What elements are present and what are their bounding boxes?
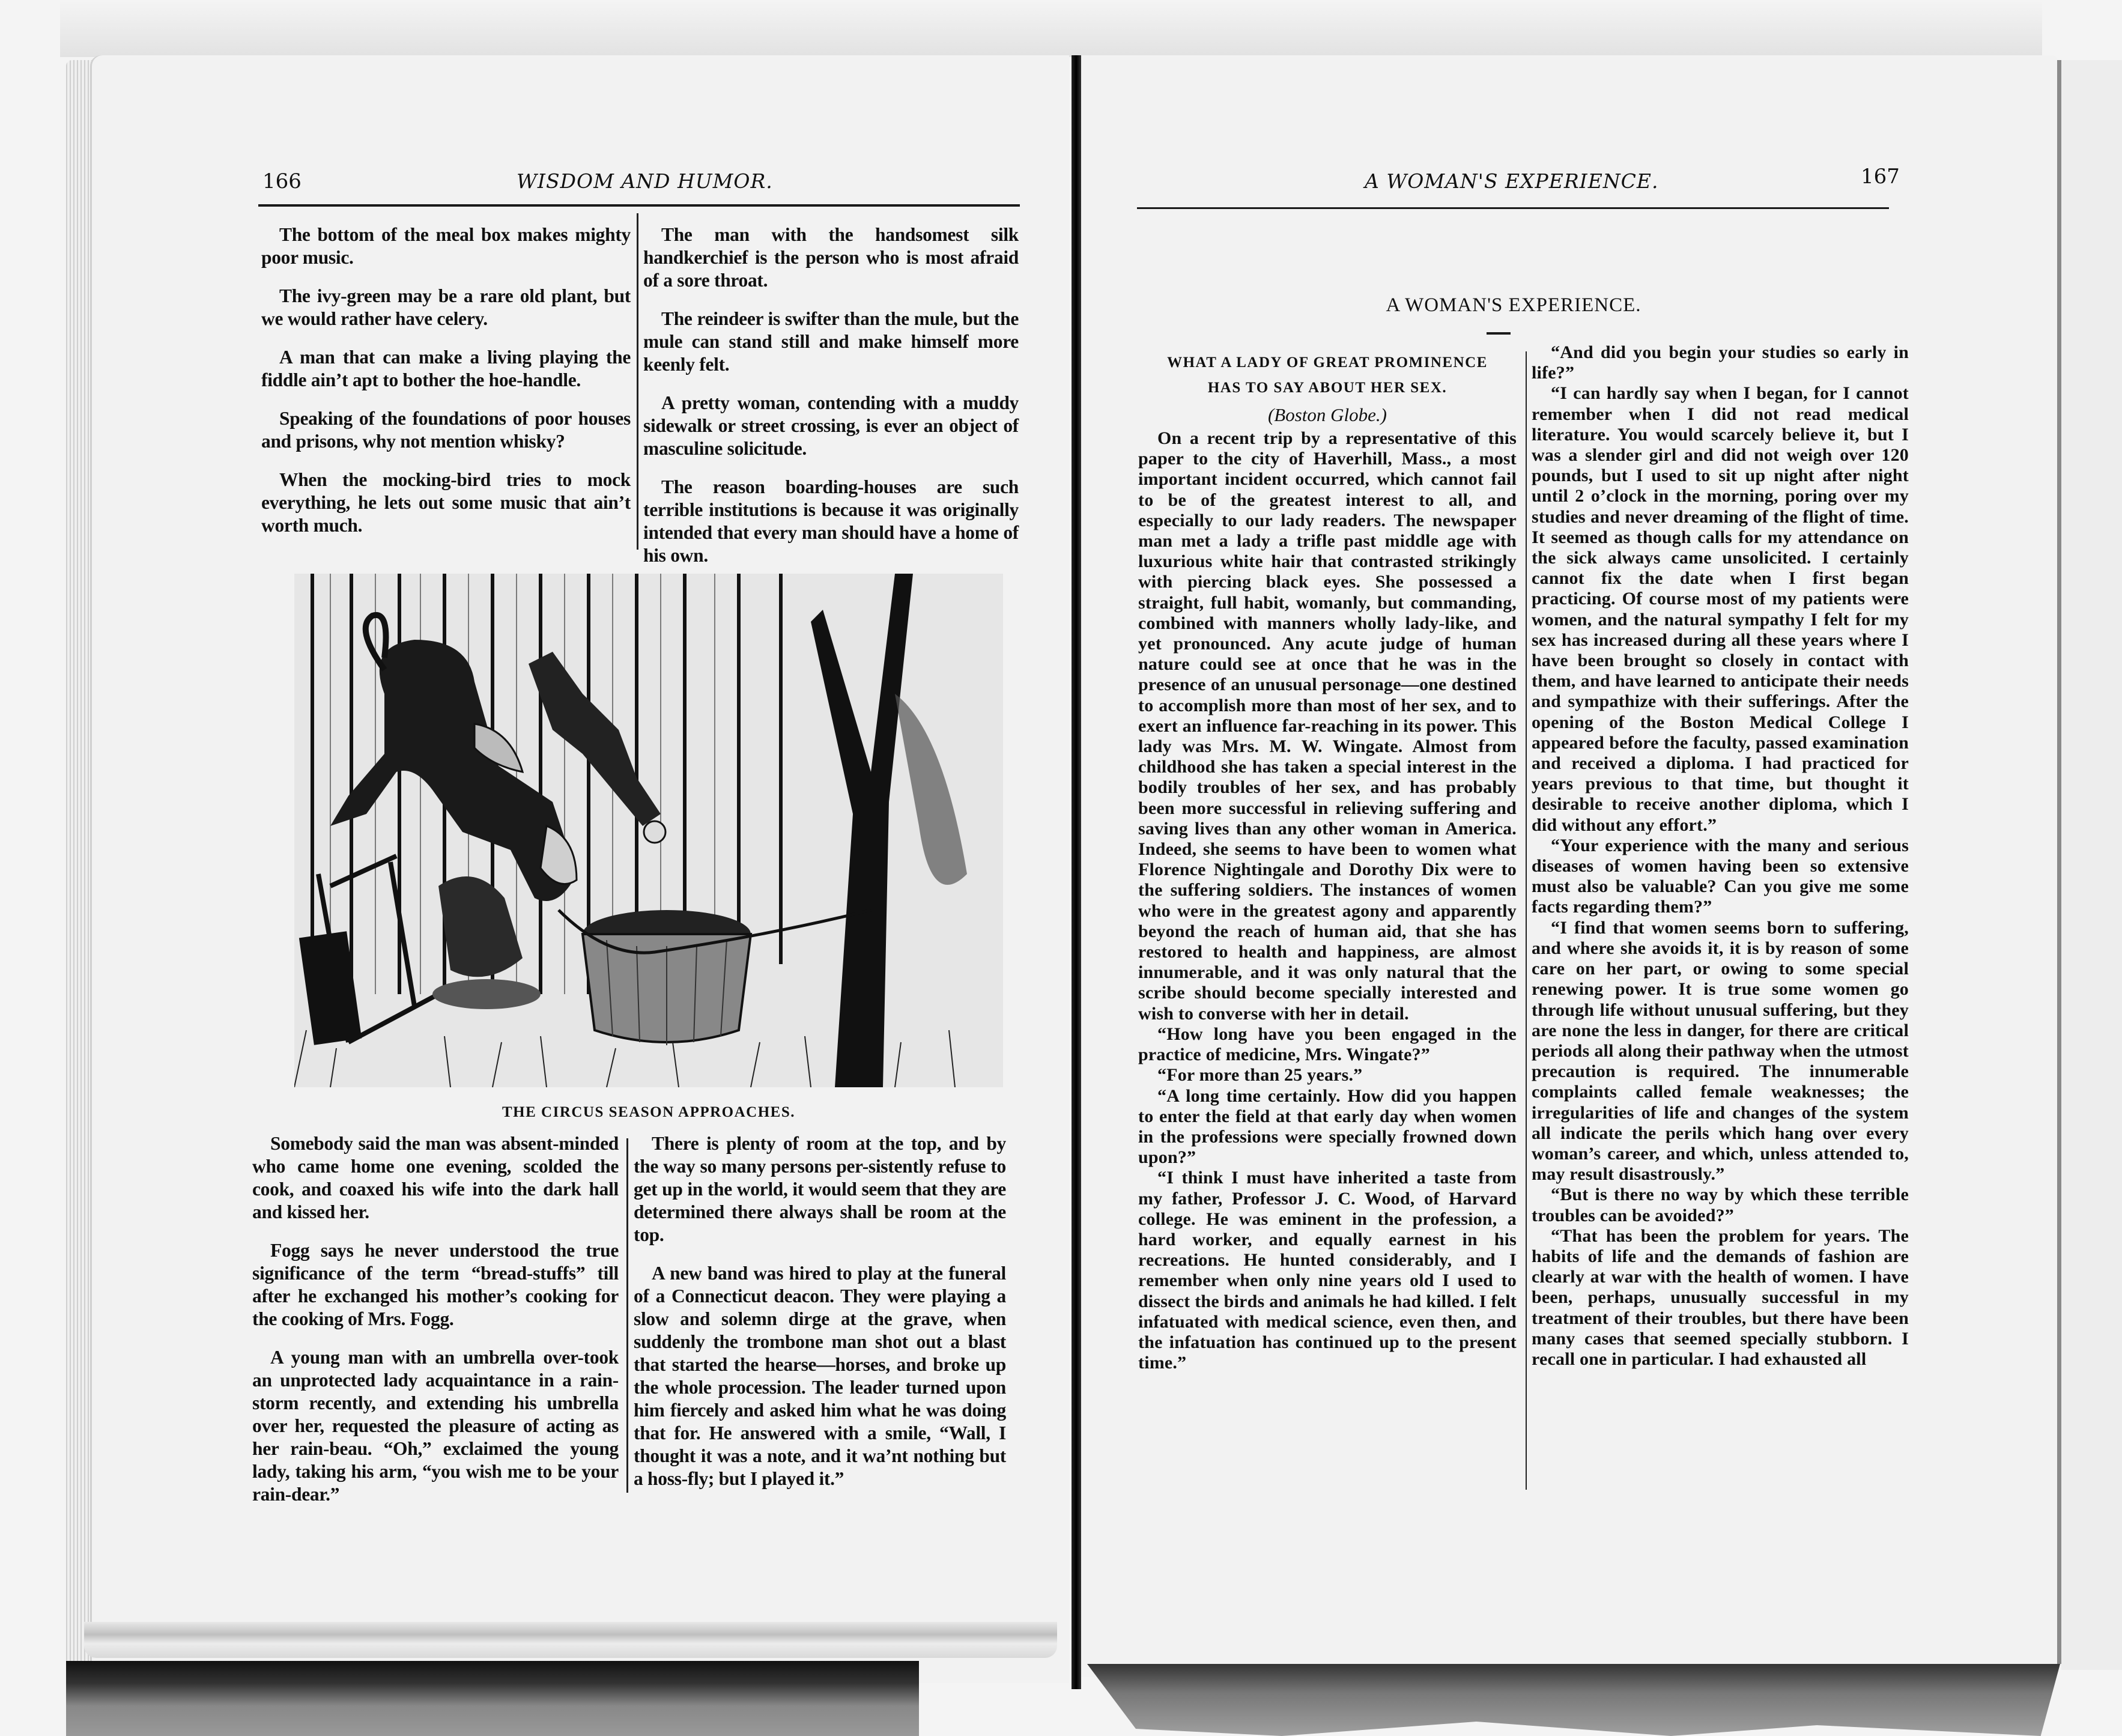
scan-background-top xyxy=(60,0,2042,57)
joke-paragraph: There is plenty of room at the top, and by the way so many persons per-sistently refuse to get up in the world, it would seem that they are determined there always shall be room at the top. xyxy=(634,1133,1006,1245)
article-paragraph: “I think I must have inherited a taste from my father, Professor J. C. Wood, of Harvard college. He was eminent in the profession, a hard worker, and equally earnest in his recreations. He hunted considerably, and I remember when only nine years old I used to dissect the birds and animals he had killed. I felt infatuated with medical science, even then, and the infatuation has continued up to the present time.” xyxy=(1138,1168,1517,1373)
article-source: (Boston Globe.) xyxy=(1267,404,1387,425)
joke-paragraph: When the mocking-bird tries to mock everything, he lets out some music that ain’t worth much. xyxy=(261,469,631,536)
column-divider-bottom-left xyxy=(626,1138,628,1493)
article-paragraph: “That has been the problem for years. The habits of life and the demands of fashion are clearly at war with the health of women. I have been, perhaps, unusually successful in my treatment of their troubles, but there have been many cases that seemed specially stubborn. I recall one in particular. I had exhausted all xyxy=(1532,1225,1909,1369)
book-page-edge-right xyxy=(2057,60,2061,1664)
header-rule-left xyxy=(258,204,1020,207)
joke-paragraph: The ivy-green may be a rare old plant, but we would rather have celery. xyxy=(261,285,631,329)
joke-paragraph: The reason boarding-houses are such terrible institutions is because it was originally intended that every man should have a home of his own. xyxy=(643,476,1019,566)
jokes-column-bottom-right xyxy=(634,1132,1006,1506)
article-paragraph: “How long have you been engaged in the practice of medicine, Mrs. Wingate?” xyxy=(1138,1024,1517,1065)
article-paragraph: “For more than 25 years.” xyxy=(1157,1065,1363,1085)
header-rule-right xyxy=(1137,207,1889,209)
torn-paper-left xyxy=(66,1661,919,1736)
book-spine xyxy=(1072,55,1081,1689)
book-page-edges-left xyxy=(66,60,93,1682)
article-paragraph: “I can hardly say when I began, for I cannot remember when I did not read medical literature. You would scarcely believe it, but I was a slender girl and did not weigh over 120 pounds, but I used to sit up night after night until 2 o’clock in the morning, poring over my studies and never dreaming of the flight of time. It seemed as though calls for my attendance on the sick always came unsolicited. I certainly cannot fix the date when I first began practicing. Of course most of my patients were women, and the natural sympathy I felt for my sex has increased during all these years where I have been brought so closely in contact with them, and have learned to anticipate their needs and sympathize with their sufferings. After the opening of the Boston Medical College I appeared before the faculty, passed examination and received a diploma. I had practiced for years previous to that time, but thought it desirable to receive another diploma, which I did without any effort.” xyxy=(1532,383,1909,835)
running-head-left: WISDOM AND HUMOR. xyxy=(517,169,773,193)
woodcut-illustration-icon xyxy=(294,574,1003,1087)
joke-paragraph: The man with the handsomest silk handkerchief is the person who is most afraid of a sore throat. xyxy=(643,224,1019,291)
article-paragraph: “Your experience with the many and serious diseases of women having been so extensive must also be valuable? Can you give me some facts regarding them?” xyxy=(1532,835,1909,917)
article-paragraph: “A long time certainly. How did you happen to enter the field at that early day when women in the professions were specially frowned down upon?” xyxy=(1138,1085,1517,1168)
column-divider-right-page xyxy=(1526,351,1527,1490)
article-column-left xyxy=(1138,350,1517,1373)
article-paragraph: On a recent trip by a representative of this paper to the city of Haverhill, Mass., a most important incident occurred, which cannot fail to be of the greatest interest to all, and especially to our lady readers. The newspaper man met a lady a trifle past middle age with luxurious white hair that contrasted strikingly with piercing black eyes. She possessed a straight, full habit, womanly, but commanding, combined with manners wholly lady-like, and yet pronounced. Any acute judge of human nature could see at once that he was in the presence of an unusual personage—one destined to accomplish more than most of her sex, and to exert an influence far-reaching in its power. This lady was Mrs. M. W. Wingate. Almost from childhood she has taken a special interest in the bodily troubles of her sex, and has probably been more successful in relieving suffering and saving lives than any other woman in America. Indeed, she seems to have been to women what Florence Nightingale and Dorothy Dix were to the suffering soldiers. The instances of women who were in the greatest agony and apparently beyond the reach of human aid, that she has restored to health and happiness, are almost innumerable, and it was only natural that the scribe should become specially interested and wish to converse with her in detail. xyxy=(1138,428,1517,1024)
joke-paragraph: Somebody said the man was absent-minded who came home one evening, scolded the cook, and coaxed his wife into the dark hall and kissed her. xyxy=(252,1133,619,1222)
jokes-column-bottom-left xyxy=(252,1132,619,1522)
scan-background-right xyxy=(2061,60,2122,1670)
article-subheading: WHAT A LADY OF GREAT PROMINENCE xyxy=(1167,354,1488,371)
page-bottom-curl xyxy=(84,1622,1057,1658)
joke-paragraph: The bottom of the meal box makes mighty poor music. xyxy=(261,224,631,268)
joke-paragraph: Fogg says he never understood the true significance of the term “bread-stuffs” till after he exchanged his mother’s cooking for the cooking of Mrs. Fogg. xyxy=(252,1240,619,1329)
article-subheading: HAS TO SAY ABOUT HER SEX. xyxy=(1207,380,1448,396)
joke-paragraph: Speaking of the foundations of poor houses and prisons, why not mention whisky? xyxy=(261,408,631,452)
article-column-right xyxy=(1532,342,1909,1370)
article-title: A WOMAN'S EXPERIENCE. xyxy=(1386,294,1642,316)
torn-paper-right xyxy=(1087,1664,2060,1736)
page-number-right: 167 xyxy=(1861,165,1900,189)
illustration-caption: THE CIRCUS SEASON APPROACHES. xyxy=(502,1104,796,1120)
joke-paragraph: A new band was hired to play at the funeral of a Connecticut deacon. They were playing a slow and solemn dirge at the grave, when suddenly the trombone man shot out a blast that started the hearse—horses, and broke up the whole procession. The leader turned upon him fiercely and asked him what he was doing that for. He answered with a smile, “Wall, I thought it was a note, and it wa’nt nothing but a hoss-fly; but I played it.” xyxy=(634,1263,1006,1489)
column-divider-top-left xyxy=(637,213,638,550)
article-paragraph: “But is there no way by which these terrible troubles can be avoided?” xyxy=(1532,1185,1909,1225)
joke-paragraph: A young man with an umbrella over-took an unprotected lady acquaintance in a rain-storm recently, and extending his umbrella over her, requested the pleasure of acting as her rain-beau. “Oh,” exclaimed the young lady, taking his arm, “you wish me to be your rain-dear.” xyxy=(252,1347,619,1505)
jokes-column-top-right xyxy=(643,223,1019,583)
article-paragraph: “I find that women seems born to suffering, and where she avoids it, it is by reason of some care on her part, or owing to some special renewing power. It is true some women go through life without unusual suffering, but they are none the less in danger, for there are critical periods all along their pathway when the utmost precaution is required. The innumerable complaints called female weaknesses; the irregularities of life and changes of the system all indicate the perils which hang over every woman’s career, and which, unless attended to, may result disastrously.” xyxy=(1532,917,1909,1185)
joke-paragraph: The reindeer is swifter than the mule, but the mule can stand still and make himself more keenly felt. xyxy=(643,308,1019,375)
running-head-right: A WOMAN'S EXPERIENCE. xyxy=(1365,169,1659,193)
title-short-rule xyxy=(1487,332,1511,335)
jokes-column-top-left xyxy=(261,223,631,553)
page-number-left: 166 xyxy=(262,169,302,193)
joke-paragraph: A man that can make a living playing the fiddle ain’t apt to bother the hoe-handle. xyxy=(261,347,631,390)
joke-paragraph: A pretty woman, contending with a muddy sidewalk or street crossing, is ever an object of masculine solicitude. xyxy=(643,392,1019,459)
article-paragraph: “And did you begin your studies so early in life?” xyxy=(1532,342,1909,383)
